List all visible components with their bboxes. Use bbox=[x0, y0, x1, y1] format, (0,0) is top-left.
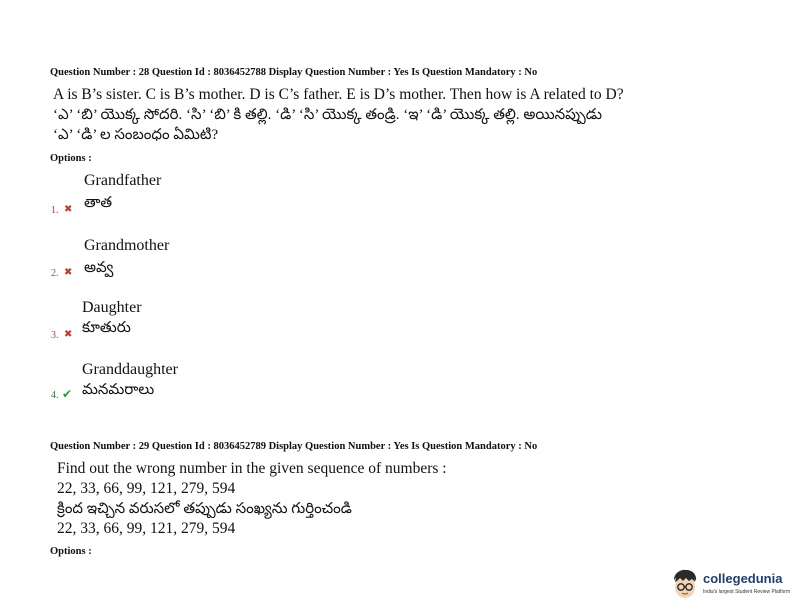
q29-text-te: క్రింద ఇచ్చిన వరుసలో తప్పుడు సంఖ్యను గుర్తించండి bbox=[57, 501, 352, 517]
option-2-en: Grandmother bbox=[84, 237, 170, 254]
option-3-te: కూతురు bbox=[82, 320, 131, 336]
option-1-en: Grandfather bbox=[84, 172, 162, 189]
q29-sequence-te: 22, 33, 66, 99, 121, 279, 594 bbox=[57, 520, 236, 537]
mascot-face-icon bbox=[670, 568, 700, 600]
q28-text-te-1: ‘ఎ’ ‘బి’ యొక్క సోదరి. ‘సి’ ‘బి’ కి తల్లి. ‘డి’ ‘సి’ యొక్క తండ్రి. ‘ఇ’ ‘డి’ యొక్క తల్లి. అయినప్పుడు bbox=[53, 107, 603, 123]
option-4-te: మనమరాలు bbox=[82, 382, 155, 398]
q29-options-label: Options : bbox=[50, 546, 92, 557]
option-4-number: 4. bbox=[51, 390, 59, 401]
cross-icon: ✖ bbox=[64, 329, 73, 340]
option-2-te: అవ్వ bbox=[84, 260, 114, 276]
logo-tagline: India's largest Student Review Platform bbox=[703, 589, 791, 595]
q29-text-en: Find out the wrong number in the given sequence of numbers : bbox=[57, 460, 447, 477]
q29-sequence-en: 22, 33, 66, 99, 121, 279, 594 bbox=[57, 480, 236, 497]
option-1-te: తాత bbox=[84, 195, 113, 211]
logo-name: collegedunia bbox=[703, 571, 783, 586]
q28-text-te-2: ‘ఎ’ ‘డి’ ల సంబంధం ఏమిటి? bbox=[53, 127, 219, 143]
option-3-en: Daughter bbox=[82, 299, 142, 316]
q28-options-label: Options : bbox=[50, 153, 92, 164]
q28-text-en: A is B’s sister. C is B’s mother. D is C’s father. E is D’s mother. Then how is A related to D? bbox=[53, 86, 624, 103]
q28-meta: Question Number : 28 Question Id : 8036452788 Display Question Number : Yes Is Question Mandatory : No bbox=[50, 67, 538, 78]
q29-meta: Question Number : 29 Question Id : 8036452789 Display Question Number : Yes Is Question Mandatory : No bbox=[50, 441, 538, 452]
option-1-number: 1. bbox=[51, 205, 59, 216]
collegedunia-logo bbox=[670, 568, 791, 602]
cross-icon: ✖ bbox=[64, 204, 73, 215]
option-4-en: Granddaughter bbox=[82, 361, 178, 378]
cross-icon: ✖ bbox=[64, 267, 73, 278]
option-2-number: 2. bbox=[51, 268, 59, 279]
check-icon: ✔ bbox=[62, 387, 73, 401]
option-3-number: 3. bbox=[51, 330, 59, 341]
